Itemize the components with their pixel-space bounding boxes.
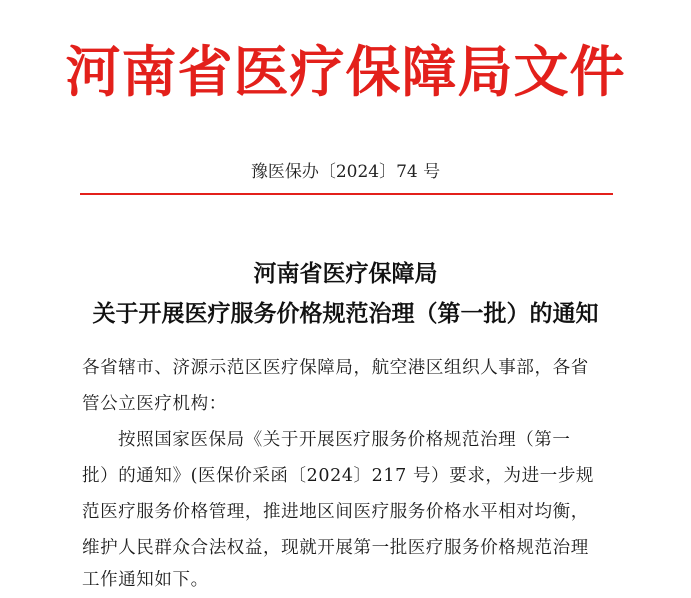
paragraph-line-3: 范医疗服务价格管理，推进地区间医疗服务价格水平相对均衡， [82,502,589,522]
paragraph-line-1: 按照国家医保局《关于开展医疗服务价格规范治理（第一 [118,430,571,450]
paragraph-line-5: 工作通知如下。 [82,570,209,590]
addressee-line-2: 管公立医疗机构： [82,394,227,414]
paragraph-line-2: 批）的通知》(医保价采函〔2024〕217 号）要求，为进一步规 [82,466,595,486]
paragraph-line-4: 维护人民群众合法权益，现就开展第一批医疗服务价格规范治理 [82,538,589,558]
document-number: 豫医保办〔2024〕74 号 [250,162,441,182]
red-divider-line [80,193,613,195]
issuer-masthead: 河南省医疗保障局文件 [65,39,626,104]
addressee-line-1: 各省辖市、济源示范区医疗保障局，航空港区组织人事部，各省 [82,358,589,378]
title-line-1: 河南省医疗保障局 [253,260,438,287]
title-line-2: 关于开展医疗服务价格规范治理（第一批）的通知 [92,300,599,327]
